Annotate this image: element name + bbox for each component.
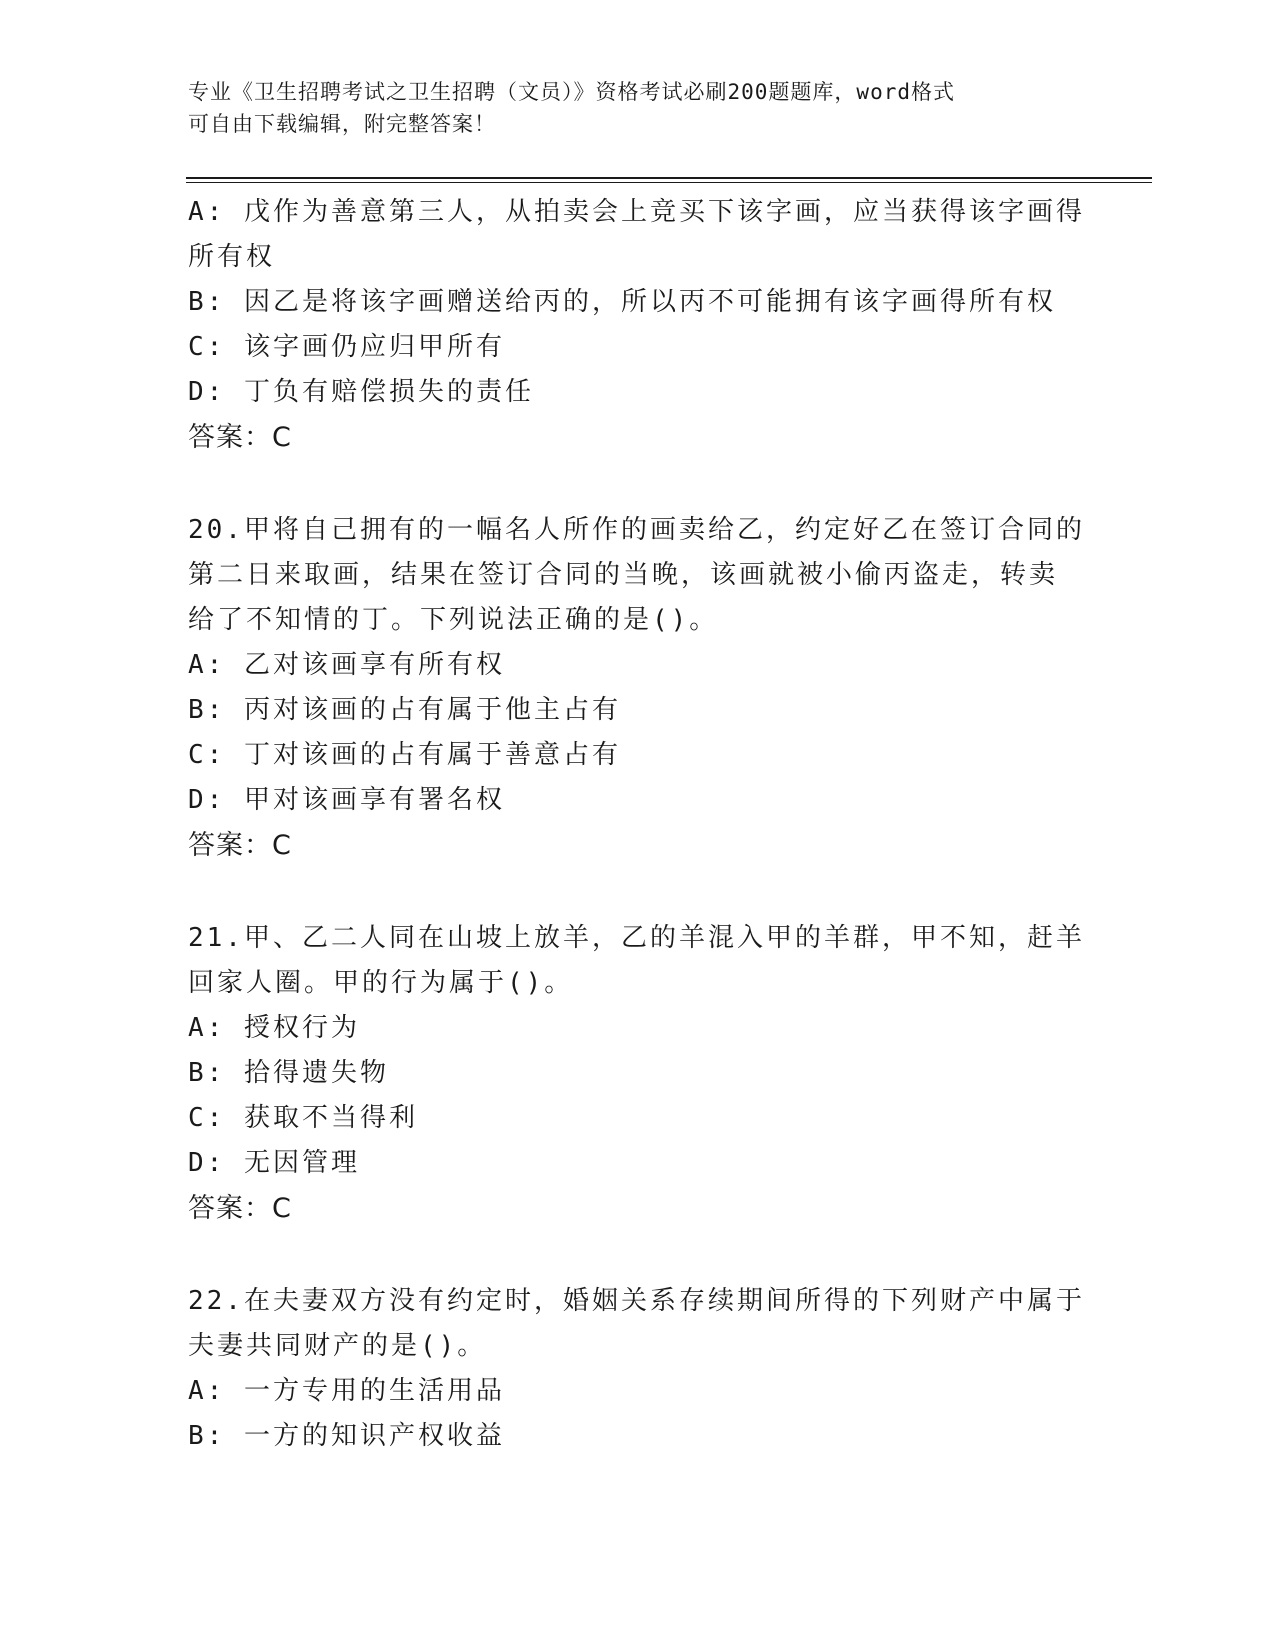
option-line: B: 拾得遗失物 xyxy=(188,1058,389,1088)
header-line-2: 可自由下载编辑，附完整答案！ xyxy=(188,112,496,136)
option-line: B: 一方的知识产权收益 xyxy=(188,1421,505,1451)
question-stem-line: 22.在夫妻双方没有约定时，婚姻关系存续期间所得的下列财产中属于 xyxy=(188,1286,1085,1316)
option-line: C: 该字画仍应归甲所有 xyxy=(188,332,505,362)
question-21-block xyxy=(188,916,1088,1231)
option-line: D: 无因管理 xyxy=(188,1148,360,1178)
spacer xyxy=(188,460,1088,508)
question-stem-line: 20.甲将自己拥有的一幅名人所作的画卖给乙，约定好乙在签订合同的 xyxy=(188,515,1085,545)
option-line: 所有权 xyxy=(188,242,276,272)
option-line: A: 授权行为 xyxy=(188,1013,360,1043)
question-stem-line: 给了不知情的丁。下列说法正确的是()。 xyxy=(188,605,719,635)
header-rule-thin xyxy=(186,182,1152,183)
spacer xyxy=(188,868,1088,916)
option-line: C: 丁对该画的占有属于善意占有 xyxy=(188,740,621,770)
question-20-block xyxy=(188,508,1088,868)
option-line: A: 乙对该画享有所有权 xyxy=(188,650,505,680)
option-line: C: 获取不当得利 xyxy=(188,1103,418,1133)
question-content xyxy=(188,190,1088,1459)
answer-line: 答案：C xyxy=(188,830,292,861)
prev-question-block xyxy=(188,190,1088,460)
spacer xyxy=(188,1231,1088,1279)
option-line: D: 丁负有赔偿损失的责任 xyxy=(188,377,534,407)
option-line: B: 丙对该画的占有属于他主占有 xyxy=(188,695,621,725)
page-header xyxy=(188,76,1088,140)
option-line: A: 一方专用的生活用品 xyxy=(188,1376,505,1406)
question-22-block xyxy=(188,1279,1088,1459)
option-line: D: 甲对该画享有署名权 xyxy=(188,785,505,815)
header-line-1: 专业《卫生招聘考试之卫生招聘（文员）》资格考试必刷200题题库，word格式 xyxy=(188,80,955,104)
option-line: B: 因乙是将该字画赠送给丙的，所以丙不可能拥有该字画得所有权 xyxy=(188,287,1056,317)
question-stem-line: 第二日来取画，结果在签订合同的当晚，该画就被小偷丙盗走，转卖 xyxy=(188,560,1059,590)
question-stem-line: 夫妻共同财产的是()。 xyxy=(188,1331,487,1361)
answer-line: 答案：C xyxy=(188,1193,292,1224)
answer-line: 答案：C xyxy=(188,422,292,453)
question-stem-line: 回家人圈。甲的行为属于()。 xyxy=(188,968,574,998)
question-stem-line: 21.甲、乙二人同在山坡上放羊，乙的羊混入甲的羊群，甲不知，赶羊 xyxy=(188,923,1085,953)
option-line: A: 戊作为善意第三人，从拍卖会上竞买下该字画，应当获得该字画得 xyxy=(188,197,1085,227)
header-rule-thick xyxy=(186,177,1152,179)
